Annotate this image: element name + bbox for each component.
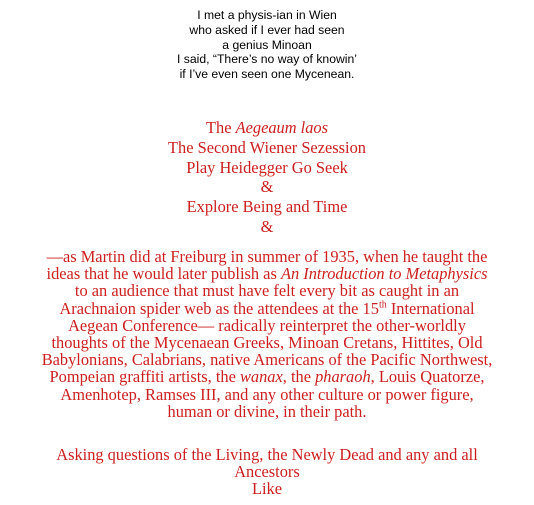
paragraph-line-4-text: Arachnaion spider web as the attendees at the 15	[59, 298, 379, 318]
ampersand-1: &	[260, 177, 274, 197]
poem-line-1: I met a physis-ian in Wien	[197, 8, 337, 22]
paragraph-line-9: Amenhotep, Ramses III, and any other culture or power figure,	[60, 384, 474, 404]
paragraph-line-8	[0, 368, 534, 385]
paragraph-line-8-tail: , Louis Quatorze,	[370, 367, 485, 387]
title-prefix: The	[206, 118, 236, 137]
limerick-poem	[0, 8, 534, 82]
wanax-term: wanax	[239, 367, 283, 387]
poem-line-3: a genius Minoan	[222, 37, 312, 52]
ampersand-2: &	[260, 216, 274, 236]
closing-line-2: Ancestors	[234, 462, 300, 482]
paragraph-line-5: Aegean Conference— radically reinterpret the other-worldly	[68, 315, 466, 335]
closing-line-1: Asking questions of the Living, the Newly Dead and any and all	[56, 445, 478, 464]
second-title-line: The Second Wiener Sezession	[168, 137, 366, 157]
pharaoh-term: pharaoh	[315, 367, 371, 387]
paragraph-line-2-text: ideas that he would later publish as	[46, 264, 281, 284]
paragraph-line-10: human or divine, in their path.	[167, 401, 367, 421]
title-block	[0, 118, 534, 237]
closing-line-3: Like	[251, 479, 283, 499]
title-line	[0, 118, 534, 138]
ordinal-suffix: th	[378, 299, 387, 311]
paragraph-line-4-tail: International	[386, 298, 475, 318]
third-title-line: Play Heidegger Go Seek	[186, 157, 348, 177]
paragraph-line-8-text: Pompeian graffiti artists, the	[49, 367, 240, 387]
closing-block	[0, 446, 534, 498]
poem-line-2: who asked if I ever had seen	[189, 22, 345, 37]
poem-line-4: I said, “There’s no way of knowin’	[177, 52, 357, 67]
paragraph-line-4	[0, 300, 534, 317]
paragraph-line-6: thoughts of the Mycenaean Greeks, Minoan Cretans, Hittites, Old	[51, 333, 483, 353]
title-italic: Aegeaum laos	[235, 118, 328, 137]
paragraph-line-2	[0, 265, 534, 282]
paragraph-line-8-sep: , the	[282, 367, 316, 387]
paragraph-line-3: to an audience that must have felt every bit as caught in an	[74, 281, 460, 301]
paragraph-line-7: Babylonians, Calabrians, native Americans of the Pacific Northwest,	[41, 350, 493, 370]
paragraph-line-1: —as Martin did at Freiburg in summer of 1935, when he taught the	[46, 247, 488, 266]
fourth-title-line: Explore Being and Time	[186, 197, 348, 217]
book-title: An Introduction to Metaphysics	[280, 264, 488, 284]
body-paragraph	[0, 248, 534, 420]
poem-line-5: if I’ve even seen one Mycenean.	[179, 67, 355, 82]
